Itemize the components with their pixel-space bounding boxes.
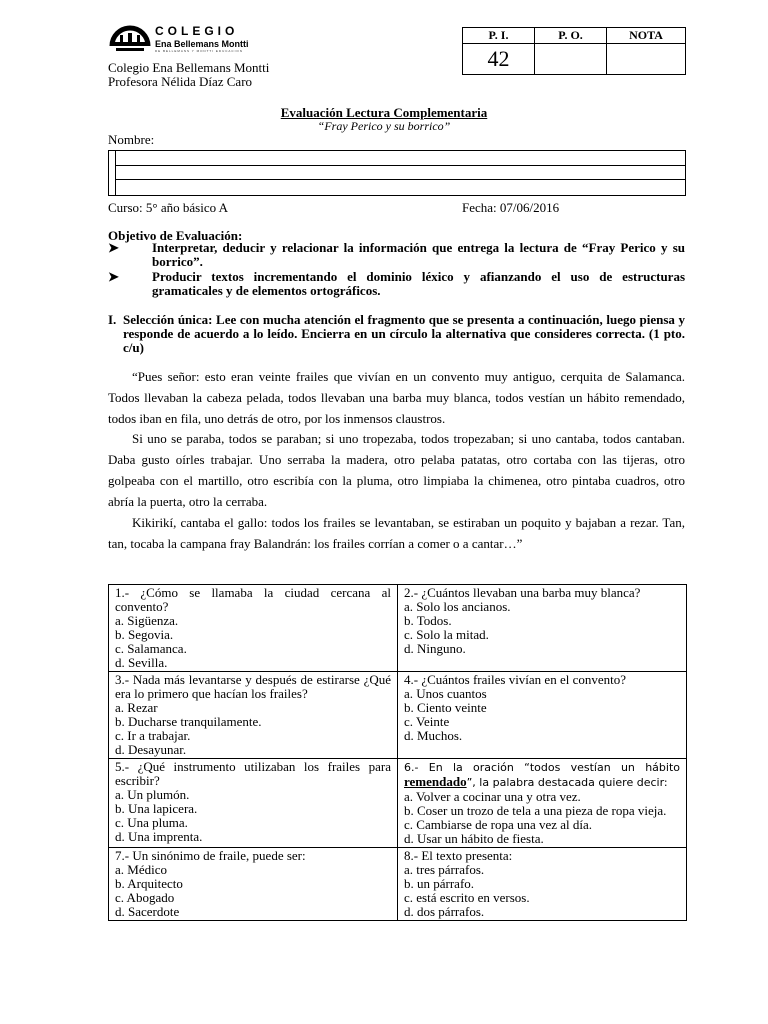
objective-bullet — [108, 241, 685, 269]
option[interactable]: c. Cambiarse de ropa una vez al día. — [404, 817, 593, 832]
option[interactable]: a. Volver a cocinar una y otra vez. — [404, 789, 581, 804]
question-cell — [109, 848, 398, 921]
option[interactable]: d. dos párrafos. — [404, 904, 485, 919]
fragment-paragraph: “Pues señor: esto eran veinte frailes que vivían en un convento muy antiguo, cerquita de Salamanca. Todos llevaban la cabeza pelada, todos llevaban una barba muy blanca, todos vestían un hábito remendado, todos iban en fila, uno detrás de otro, por los inmensos claustros. — [108, 369, 685, 426]
course-label: Curso: 5° año básico A — [108, 200, 229, 215]
question-text: 4.- ¿Cuántos frailes vivían en el convento? — [404, 672, 627, 687]
date-label: Fecha: 07/06/2016 — [462, 200, 560, 215]
fragment-paragraph: Kikirikí, cantaba el gallo: todos los frailes se levantaban, se estiraban un poquito y bajaban a rezar. Tan, tan, tocaba la campana fray Balandrán: los frailes corrían a comer o a cantar…” — [108, 515, 685, 551]
objective-text: Interpretar, deducir y relacionar la información que entrega la lectura de “Fray Perico y su borrico”. — [152, 240, 685, 269]
logo-word: COLEGIO — [155, 24, 239, 38]
option[interactable]: b. Arquitecto — [115, 876, 183, 891]
question-text: 1.- ¿Cómo se llamaba la ciudad cercana al convento? — [115, 585, 391, 614]
pi-value: 42 — [463, 44, 535, 75]
objective-heading: Objetivo de Evaluación: — [108, 228, 243, 243]
pi-label: P. I. — [463, 28, 535, 44]
question-cell — [398, 672, 687, 759]
po-label: P. O. — [535, 28, 607, 44]
option[interactable]: c. Abogado — [115, 890, 175, 905]
teacher-name: Profesora Nélida Díaz Caro — [108, 74, 253, 89]
question-cell — [109, 672, 398, 759]
option[interactable]: d. Ninguno. — [404, 641, 466, 656]
question-prefix: 6.- En la oración “todos vestían un hábito — [404, 761, 680, 774]
question-text: 8.- El texto presenta: — [404, 848, 513, 863]
section-instruction — [108, 313, 685, 355]
question-text: 5.- ¿Qué instrumento utilizaban los frailes para escribir? — [115, 759, 391, 788]
question-suffix: ”, la palabra destacada quiere decir: — [466, 776, 668, 789]
po-value[interactable] — [535, 44, 607, 75]
option[interactable]: d. Una imprenta. — [115, 829, 203, 844]
option[interactable]: a. Un plumón. — [115, 787, 190, 802]
nombre-label: Nombre: — [108, 132, 155, 147]
question-cell — [109, 585, 398, 672]
highlighted-word: remendado — [404, 774, 467, 789]
option[interactable]: a. Unos cuantos — [404, 686, 487, 701]
document-title: Evaluación Lectura Complementaria — [280, 105, 488, 120]
logo-name: Ena Bellemans Montti — [155, 39, 249, 49]
nota-value[interactable] — [607, 44, 686, 75]
question-cell — [109, 759, 398, 848]
option[interactable]: a. tres párrafos. — [404, 862, 485, 877]
question-cell — [398, 848, 687, 921]
logo-tagline: DE BELLEMANS Y MONTTI EDUCACION — [155, 49, 243, 53]
option[interactable]: d. Desayunar. — [115, 742, 187, 757]
question-text — [404, 760, 680, 790]
option[interactable]: b. Una lapicera. — [115, 801, 198, 816]
option[interactable]: a. Solo los ancianos. — [404, 599, 511, 614]
option[interactable]: c. Solo la mitad. — [404, 627, 489, 642]
nota-label: NOTA — [607, 28, 686, 44]
option[interactable]: d. Usar un hábito de fiesta. — [404, 831, 544, 846]
option[interactable]: c. Una pluma. — [115, 815, 188, 830]
school-name: Colegio Ena Bellemans Montti — [108, 60, 270, 75]
option[interactable]: c. Salamanca. — [115, 641, 187, 656]
question-text: 7.- Un sinónimo de fraile, puede ser: — [115, 848, 306, 863]
school-info — [108, 61, 269, 89]
name-field[interactable] — [108, 150, 686, 196]
option[interactable]: d. Sevilla. — [115, 655, 168, 670]
option[interactable]: d. Muchos. — [404, 728, 463, 743]
option[interactable]: b. Ciento veinte — [404, 700, 487, 715]
fragment-paragraph: Si uno se paraba, todos se paraban; si uno tropezaba, todos tropezaban; si uno cantaba, todos cantaban. Daba gusto oírles trabajar. Uno serraba la madera, otro pelaba patatas, otro cortaba con las tijeras, otro golpeaba con el martillo, otro escribía con la pluma, otro limpiaba la chimenea, otro pintaba cuadros, otro abría la puerta, otro la cerraba. — [108, 431, 685, 509]
section-text: Selección única: Lee con mucha atención el fragmento que se presenta a continuación, luego piensa y responde de acuerdo a lo leído. Encierra en un círculo la alternativa que consideres correcta. (1 pto. c/u) — [123, 312, 685, 355]
objective-bullet — [108, 270, 685, 298]
option[interactable]: d. Sacerdote — [115, 904, 180, 919]
option[interactable]: c. Ir a trabajar. — [115, 728, 191, 743]
question-cell — [398, 759, 687, 848]
option[interactable]: b. Ducharse tranquilamente. — [115, 714, 262, 729]
option[interactable]: c. Veinte — [404, 714, 450, 729]
section-number: I. — [108, 312, 117, 327]
option[interactable]: b. un párrafo. — [404, 876, 475, 891]
option[interactable]: b. Segovia. — [115, 627, 174, 642]
question-text: 3.- Nada más levantarse y después de estirarse ¿Qué era lo primero que hacían los frailes? — [115, 672, 391, 701]
option[interactable]: c. está escrito en versos. — [404, 890, 530, 905]
option[interactable]: a. Rezar — [115, 700, 158, 715]
document-subtitle: “Fray Perico y su borrico” — [317, 119, 451, 133]
question-text: 2.- ¿Cuántos llevaban una barba muy blanca? — [404, 585, 641, 600]
question-cell — [398, 585, 687, 672]
questions-table — [108, 584, 687, 921]
school-logo-icon — [108, 18, 152, 54]
objective-text: Producir textos incrementando el dominio léxico y afianzando el uso de estructuras gramaticales y de elementos ortográficos. — [152, 269, 685, 298]
option[interactable]: a. Sigüenza. — [115, 613, 179, 628]
option[interactable]: b. Coser un trozo de tela a una pieza de ropa vieja. — [404, 803, 667, 818]
arrow-bullet-icon: ➤ — [108, 269, 119, 284]
option[interactable]: b. Todos. — [404, 613, 452, 628]
grade-table — [462, 27, 686, 75]
arrow-bullet-icon: ➤ — [108, 240, 119, 255]
option[interactable]: a. Médico — [115, 862, 167, 877]
